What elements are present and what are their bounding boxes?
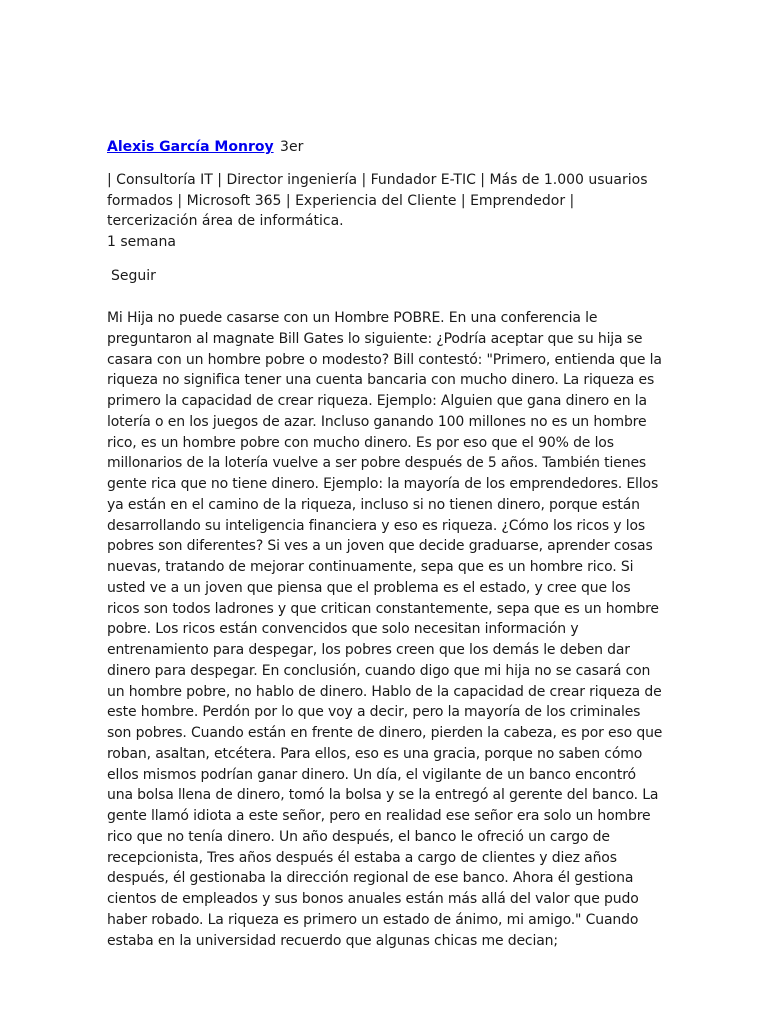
post-time: 1 semana bbox=[107, 234, 176, 250]
author-line bbox=[107, 137, 663, 157]
post-container bbox=[107, 137, 663, 949]
author-name-link[interactable]: Alexis García Monroy bbox=[107, 139, 274, 155]
connection-degree: 3er bbox=[280, 139, 304, 155]
author-headline: | Consultoría IT | Director ingeniería | Fundador E-TIC | Más de 1.000 usuarios formados | Microsoft 365 | Experiencia del Cliente | Emprendedor | tercerización área de informática. bbox=[107, 172, 648, 230]
follow-button[interactable]: Seguir bbox=[111, 268, 156, 284]
post-body: Mi Hija no puede casarse con un Hombre POBRE. En una conferencia le preguntaron al magnate Bill Gates lo siguiente: ¿Podría aceptar que su hija se casara con un hombre pobre o modesto? Bill contestó: "Primero, entienda que la riqueza no significa tener una cuenta bancaria con mucho dinero. La riqueza es primero la capacidad de crear riqueza. Ejemplo: Alguien que gana dinero en la lotería o en los juegos de azar. Incluso ganando 100 millones no es un hombre rico, es un hombre pobre con mucho dinero. Es por eso que el 90% de los millonarios de la lotería vuelve a ser pobre después de 5 años. También tienes gente rica que no tiene dinero. Ejemplo: la mayoría de los emprendedores. Ellos ya están en el camino de la riqueza, incluso si no tienen dinero, porque están desarrollando su inteligencia financiera y eso es riqueza. ¿Cómo los ricos y los pobres son diferentes? Si ves a un joven que decide graduarse, aprender cosas nuevas, tratando de mejorar continuamente, sepa que es un hombre rico. Si usted ve a un joven que piensa que el problema es el estado, y cree que los ricos son todos ladrones y que critican constantemente, sepa que es un hombre pobre. Los ricos están convencidos que solo necesitan información y entrenamiento para despegar, los pobres creen que los demás le deben dar dinero para despegar. En conclusión, cuando digo que mi hija no se casará con un hombre pobre, no hablo de dinero. Hablo de la capacidad de crear riqueza de este hombre. Perdón por lo que voy a decir, pero la mayoría de los criminales son pobres. Cuando están en frente de dinero, pierden la cabeza, es por eso que roban, asaltan, etcétera. Para ellos, eso es una gracia, porque no saben cómo ellos mismos podrían ganar dinero. Un día, el vigilante de un banco encontró una bolsa llena de dinero, tomó la bolsa y se la entregó al gerente del banco. La gente llamó idiota a este señor, pero en realidad ese señor era solo un hombre rico que no tenía dinero. Un año después, el banco le ofreció un cargo de recepcionista, Tres años después él estaba a cargo de clientes y diez años después, él gestionaba la dirección regional de ese banco. Ahora él gestiona cientos de empleados y sus bonos anuales están más allá del valor que pudo haber robado. La riqueza es primero un estado de ánimo, mi amigo." Cuando estaba en la universidad recuerdo que algunas chicas me decian; bbox=[107, 310, 663, 949]
